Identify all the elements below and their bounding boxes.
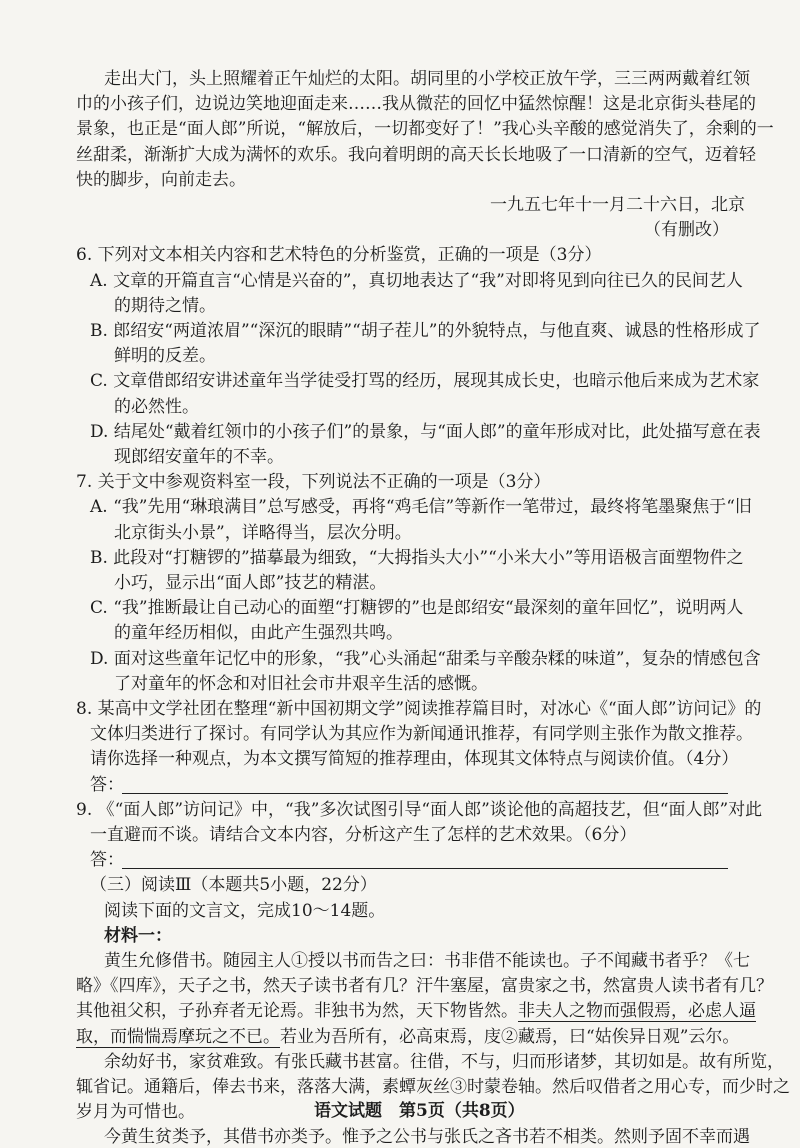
underlined-sentence: 非夫人之物而强假焉，必虑人逼 (518, 1001, 756, 1022)
classical-line (76, 1000, 756, 1022)
option-a-cont: 北京街头小景”，详略得当，层次分明。 (114, 522, 412, 543)
passage-line: 巾的小孩子们，边说边笑地迎面走来……我从微茫的回忆中猛然惊醒！这是北京街头巷尾的 (76, 94, 756, 115)
option-c-cont: 的必然性。 (114, 396, 199, 417)
section-instruction: 阅读下面的文言文，完成10～14题。 (104, 900, 386, 921)
answer-label: 答： (90, 850, 124, 871)
answer-line[interactable] (122, 868, 728, 869)
classical-line: 黄生允修借书。随园主人①授以书而告之曰：书非借不能读也。子不闻藏书者乎？《七 (104, 951, 750, 971)
classical-line: 略》《四库》，天子之书，然天子读书者有几？汗牛塞屋，富贵家之书，然富贵人读书者有几？ (76, 976, 773, 997)
option-b: B. 郎绍安“两道浓眉”“深沉的眼睛”“胡子茬儿”的外貌特点，与他直爽、诚恳的性格形成了 (90, 321, 761, 341)
passage-line: 快的脚步，向前走去。 (76, 169, 246, 190)
classical-line: 辄省记。通籍后，俸去书来，落落大满，素蟫灰丝③时蒙卷轴。然后叹借者之用心专，而少时之 (76, 1077, 790, 1097)
classical-line: 余幼好书，家贫难致。有张氏藏书甚富。往借，不与，归而形诸梦，其切如是。故有所览， (104, 1051, 784, 1072)
classical-text-span: 其他祖父积，子孙弃者无论焉。非独书为然，天下物皆然。 (76, 1001, 518, 1022)
answer-line[interactable] (122, 793, 728, 794)
question-stem: 6. 下列对文本相关内容和艺术特色的分析鉴赏，正确的一项是（3分） (76, 245, 602, 266)
question-stem: 7. 关于文中参观资料室一段，下列说法不正确的一项是（3分） (76, 472, 551, 493)
question-stem: 9. 《“面人郎”访问记》中，“我”多次试图引导“面人郎”谈论他的高超技艺，但“面人郎”对此 (76, 799, 763, 820)
option-d-cont: 了对童年的怀念和对旧社会市井艰辛生活的感慨。 (114, 673, 488, 694)
option-a: A. “我”先用“琳琅满目”总写感受，再将“鸡毛信”等新作一笔带过，最终将笔墨聚焦于“旧 (90, 497, 752, 518)
option-c-cont: 的童年经历相似，由此产生强烈共鸣。 (114, 623, 403, 644)
option-d: D. 面对这些童年记忆中的形象，“我”心头涌起“甜柔与辛酸杂糅的味道”，复杂的情感包含 (90, 648, 761, 669)
underlined-sentence: 取，而惴惴焉摩玩之不已。 (76, 1026, 280, 1047)
question-stem-cont: 一直避而不谈。请结合文本内容，分析这产生了怎样的艺术效果。（6分） (90, 825, 637, 845)
option-b-cont: 小巧，显示出“面人郎”技艺的精湛。 (114, 573, 387, 593)
passage-line: 丝甜柔，渐渐扩大成为满怀的欢乐。我向着明朗的高天长长地吸了一口清新的空气，迈着轻 (76, 144, 756, 165)
question-stem-cont: 文体归类进行了探讨。有同学认为其应作为新闻通讯推荐，有同学则主张作为散文推荐。 (90, 724, 753, 745)
classical-line: 今黄生贫类予，其借书亦类予。惟予之公书与张氏之吝书若不相类。然则予固不幸而遇 (104, 1127, 750, 1148)
option-b-cont: 鲜明的反差。 (114, 346, 216, 367)
classical-line (76, 1026, 739, 1048)
option-b: B. 此段对“打糖锣的”描摹最为细致，“大拇指头大小”“小米大小”等用语极言面塑物件之 (90, 547, 744, 568)
material-label: 材料一： (104, 925, 172, 946)
question-stem-cont: 请你选择一种观点，为本文撰写简短的推荐理由，体现其文体特点与阅读价值。（4分） (90, 749, 739, 770)
passage-note: （有删改） (644, 220, 729, 241)
passage-line: 景象，也正是“面人郎”所说，“解放后，一切都变好了！”我心头辛酸的感觉消失了，余剩的一 (76, 119, 774, 140)
answer-label: 答： (90, 774, 124, 795)
option-c: C. 文章借郎绍安讲述童年当学徒受打骂的经历，展现其成长史，也暗示他后来成为艺术家 (90, 371, 760, 392)
option-a-cont: 的期待之情。 (114, 295, 216, 316)
option-a: A. 文章的开篇直言“心情是兴奋的”，真切地表达了“我”对即将见到向往已久的民间艺人 (90, 270, 743, 291)
classical-text-span: 若业为吾所有，必高束焉，庋②藏焉，曰“姑俟异日观”云尔。 (280, 1026, 740, 1047)
question-stem: 8. 某高中文学社团在整理“新中国初期文学”阅读推荐篇目时，对冰心《“面人郎”访问记》的 (76, 699, 762, 719)
classical-line: 岁月为可惜也。 (76, 1102, 195, 1123)
section-heading: （三）阅读Ⅲ（本题共5小题，22分） (90, 875, 377, 896)
option-c: C. “我”推断最让自己动心的面塑“打糖锣的”也是郎绍安“最深刻的童年回忆”，说明两人 (90, 598, 744, 619)
page-footer: 语文试题 第5页（共8页） (314, 1101, 525, 1121)
passage-date: 一九五七年十一月二十六日，北京 (490, 195, 745, 215)
option-d-cont: 现郎绍安童年的不幸。 (114, 447, 284, 467)
passage-line: 走出大门，头上照耀着正午灿烂的太阳。胡同里的小学校正放午学，三三两两戴着红领 (104, 69, 750, 89)
option-d: D. 结尾处“戴着红领巾的小孩子们”的景象，与“面人郎”的童年形成对比，此处描写意在表 (90, 421, 761, 442)
